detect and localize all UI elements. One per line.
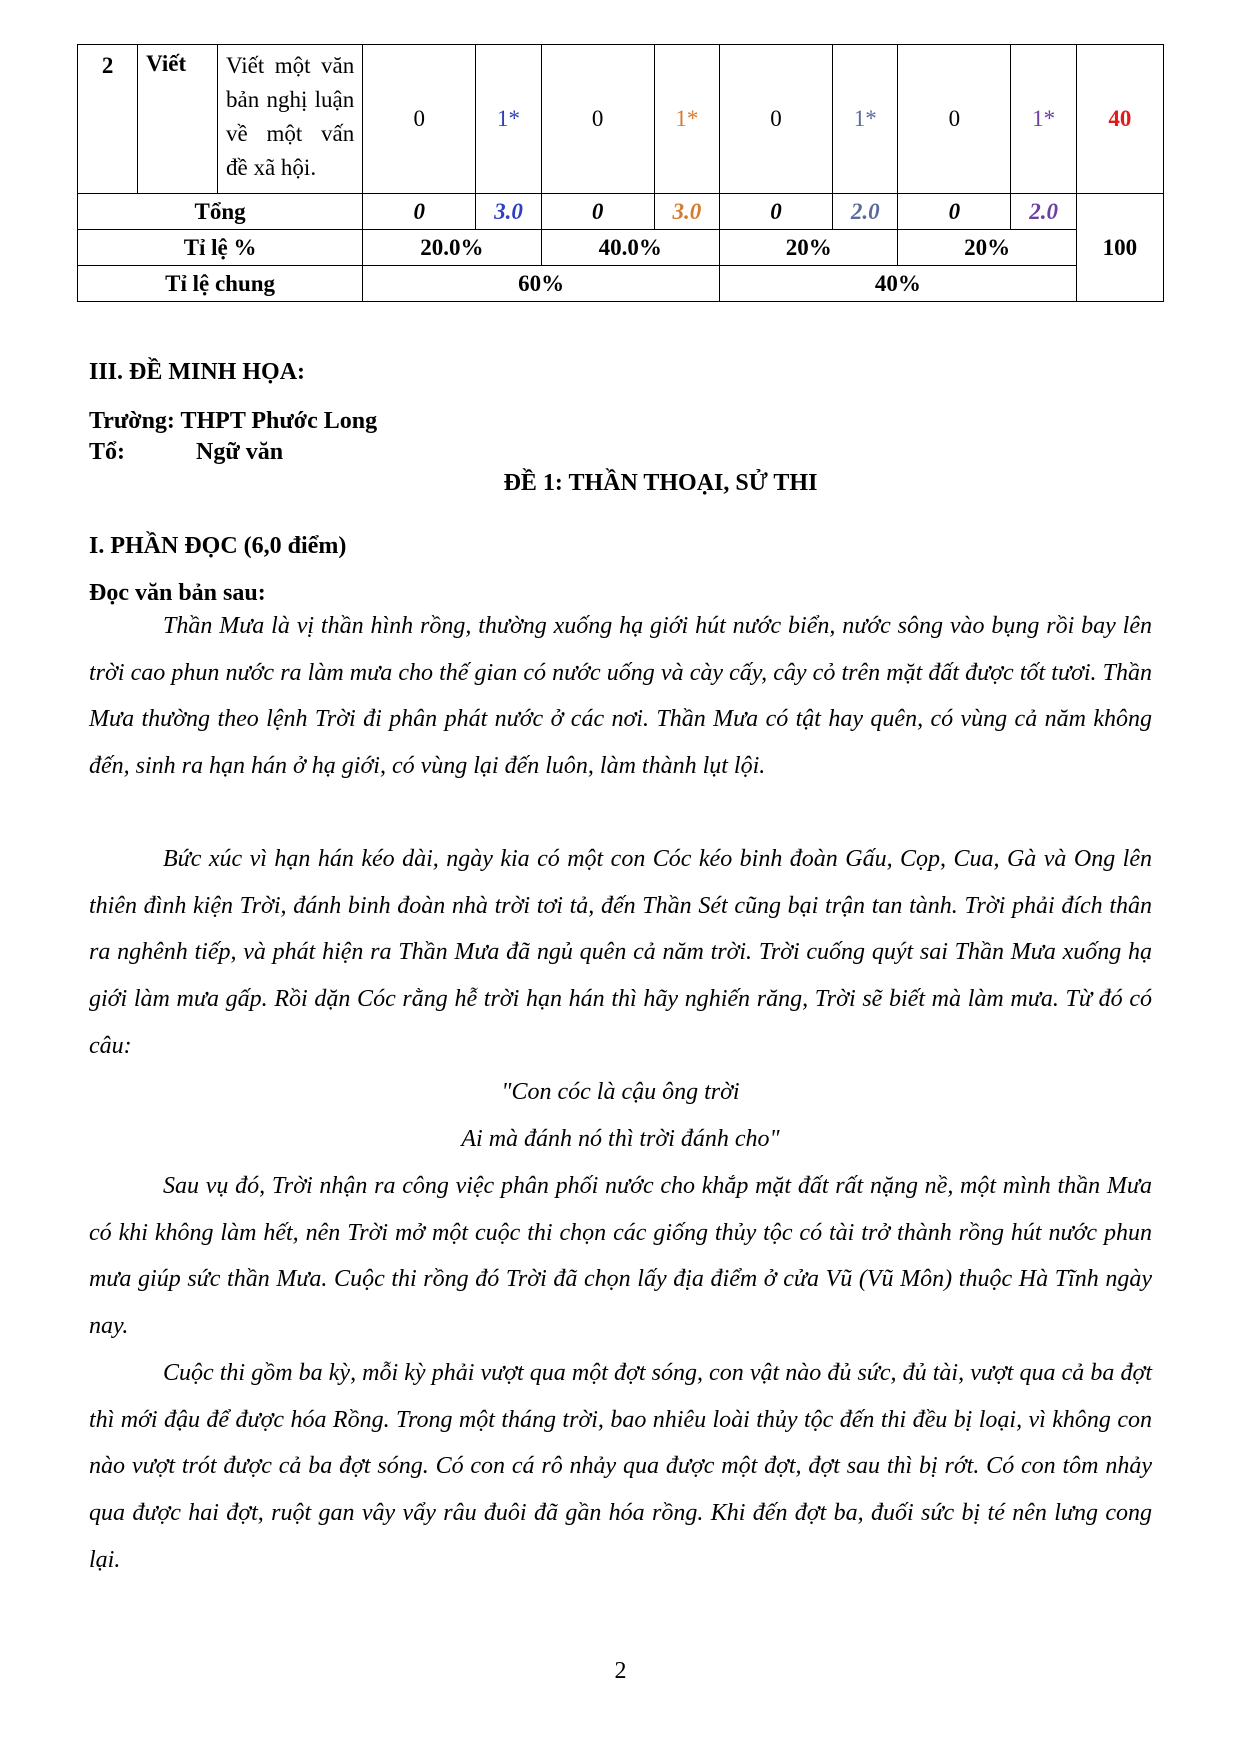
verse-line: Ai mà đánh nó thì trời đánh cho" [461,1126,780,1152]
verse-line: "Con cóc là cậu ông trời [501,1079,740,1105]
table-cell: 40.0% [541,230,719,266]
page-number: 2 [614,1658,627,1684]
part-heading: I. PHẦN ĐỌC (6,0 điểm) [89,533,347,559]
school-line: Trường: THPT Phước Long [89,408,378,434]
table-cell: 40% [720,266,1077,302]
table-cell: 20.0% [363,230,541,266]
table-cell: 0 [720,45,833,194]
total-label: Tổng [78,194,363,230]
table-cell: 0 [898,45,1011,194]
grand-total-cell: 100 [1076,194,1163,302]
table-cell: 3.0 [654,194,719,230]
table-cell: 3.0 [476,194,541,230]
table-cell: 0 [363,194,476,230]
table-row [78,45,1164,194]
row-number: 2 [78,45,138,194]
exam-title: ĐỀ 1: THẦN THOẠI, SỬ THI [503,470,818,496]
group-value: Ngữ văn [196,439,284,465]
table-cell: 2.0 [833,194,898,230]
table-cell: 0 [898,194,1011,230]
table-cell: 1* [833,45,898,194]
section-heading: III. ĐỀ MINH HỌA: [89,359,306,385]
skill-cell: Viết [138,45,218,194]
table-cell: 0 [541,45,654,194]
table-cell: 1* [654,45,719,194]
group-label: Tổ: [89,439,125,465]
exam-matrix-table [77,44,1164,302]
table-cell: 0 [541,194,654,230]
table-row-percent [78,230,1164,266]
table-row-overall [78,266,1164,302]
content-cell: Viết một văn bản nghị luận về một vấn đề xã hội. [218,45,363,194]
table-cell: 20% [720,230,898,266]
instruction: Đọc văn bản sau: [89,580,266,606]
overall-label: Tỉ lệ chung [78,266,363,302]
table-cell: 0 [720,194,833,230]
paragraph: Cuộc thi gồm ba kỳ, mỗi kỳ phải vượt qua một đợt sóng, con vật nào đủ sức, đủ tài, vượt qua cả ba đợt thì mới đậu để được hóa Rồng. Trong một tháng trời, bao nhiêu loài thủy tộc đến thi đều bị loại, vì không con nào vượt trót được cả ba đợt sóng. Có con cá rô nhảy qua được một đợt, đợt sau thì bị rớt. Có con tôm nhảy qua được hai đợt, ruột gan vây vẩy râu đuôi đã gần hóa rồng. Khi đến đợt ba, đuối sức bị té nên lưng cong lại. [89,1360,1152,1573]
table-cell: 1* [1011,45,1076,194]
row-total-cell: 40 [1076,45,1163,194]
table-cell: 0 [363,45,476,194]
table-cell: 1* [476,45,541,194]
table-row-total [78,194,1164,230]
paragraph: Bức xúc vì hạn hán kéo dài, ngày kia có một con Cóc kéo binh đoàn Gấu, Cọp, Cua, Gà và Ong lên thiên đình kiện Trời, đánh binh đoàn nhà trời tơi tả, đến Thần Sét cũng bại trận tan tành. Trời phải đích thân ra nghênh tiếp, và phát hiện ra Thần Mưa đã ngủ quên cả năm trời. Trời cuống quýt sai Thần Mưa xuống hạ giới làm mưa gấp. Rồi dặn Cóc rằng hễ trời hạn hán thì hãy nghiến răng, Trời sẽ biết mà làm mưa. Từ đó có câu: [89,846,1152,1059]
table-cell: 2.0 [1011,194,1076,230]
paragraph: Thần Mưa là vị thần hình rồng, thường xuống hạ giới hút nước biển, nước sông vào bụng rồi bay lên trời cao phun nước ra làm mưa cho thế gian có nước uống và cày cấy, cây cỏ trên mặt đất được tốt tươi. Thần Mưa thường theo lệnh Trời đi phân phát nước ở các nơi. Thần Mưa có tật hay quên, có vùng cả năm không đến, sinh ra hạn hán ở hạ giới, có vùng lại đến luôn, làm thành lụt lội. [89,613,1152,780]
table-cell: 20% [898,230,1076,266]
percent-label: Tỉ lệ % [78,230,363,266]
table-cell: 60% [363,266,720,302]
paragraph: Sau vụ đó, Trời nhận ra công việc phân phối nước cho khắp mặt đất rất nặng nề, một mình thần Mưa có khi không làm hết, nên Trời mở một cuộc thi chọn các giống thủy tộc có tài trở thành rồng hút nước phun mưa giúp sức thần Mưa. Cuộc thi rồng đó Trời đã chọn lấy địa điểm ở cửa Vũ (Vũ Môn) thuộc Hà Tĩnh ngày nay. [89,1173,1152,1340]
